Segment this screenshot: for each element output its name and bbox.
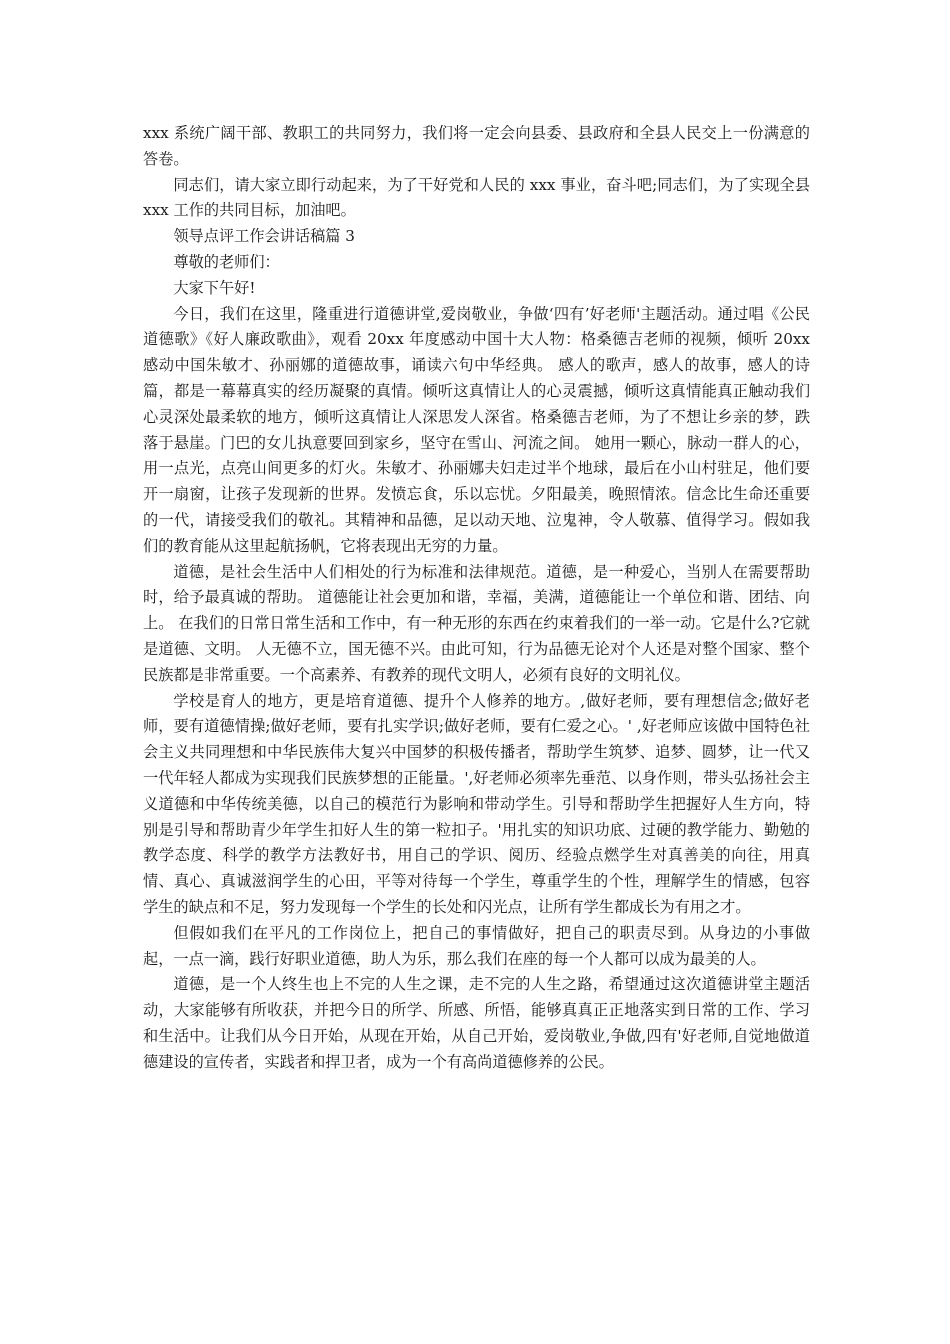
paragraph-2: 同志们，请大家立即行动起来，为了干好党和人民的 xxx 事业，奋斗吧;同志们，为了实现全县 xxx 工作的共同目标，加油吧。 (143, 175, 810, 220)
paragraph-8: 学校是育人的地方，更是培育道德、提升个人修养的地方。,做好老师，要有理想信念;做好老师，要有道德情操;做好老师，要有扎实学识;做好老师，要有仁爱之心。' ,好老师应该做中国特色社会主义共同理想和中华民族伟大复兴中国梦的积极传播者，帮助学生筑梦、追梦、圆梦，让一代又一代年轻人都成为实现我们民族梦想的正能量。',好老师必须率先垂范、以身作则，带头弘扬社会主义道德和中华传统美德，以自己的模范行为影响和带动学生。引导和帮助学生把握好人生方向，特别是引导和帮助青少年学生扣好人生的第一粒扣子。'用扎实的知识功底、过硬的教学能力、勤勉的教学态度、科学的教学方法教好书，用自己的学识、阅历、经验点燃学生对真善美的向往，用真情、真心、真诚滋润学生的心田，平等对待每一个学生，尊重学生的个性，理解学生的情感，包容学生的缺点和不足，努力发现每一个学生的长处和闪光点，让所有学生都成长为有用之才。 (143, 691, 810, 916)
salutation: 尊敬的老师们： (173, 252, 280, 271)
section-heading: 领导点评工作会讲话稿篇 3 (173, 227, 355, 246)
paragraph-6: 今日，我们在这里，隆重进行道德讲堂,爱岗敬业，争做‘四有’好老师'主题活动。通过唱《公民道德歌》《好人廉政歌曲》，观看 20xx 年度感动中国十大人物：格桑德吉老师的视频，倾听 20xx 感动中国朱敏才、孙丽娜的道德故事，诵读六句中华经典。 感人的歌声，感人的故事，感人的诗篇，都是一幕幕真实的经历凝聚的真情。倾听这真情让人的心灵震撼，倾听这真情能真正触动我们心灵深处最柔软的地方，倾听这真情让人深思发人深省。格桑德吉老师，为了不想让乡亲的梦，跌落于悬崖。门巴的女儿执意要回到家乡，坚守在雪山、河流之间。 她用一颗心，脉动一群人的心，用一点光，点亮山间更多的灯火。朱敏才、孙丽娜夫妇走过半个地球，最后在小山村驻足，他们要开一扇窗，让孩子发现新的世界。发愤忘食，乐以忘忧。夕阳最美，晚照情浓。信念比生命还重要的一代，请接受我们的敬礼。其精神和品德，足以动天地、泣鬼神，令人敬慕、值得学习。假如我们的教育能从这里起航扬帆，它将表现出无穷的力量。 (143, 304, 810, 555)
paragraph-1: xxx 系统广阔干部、教职工的共同努力，我们将一定会向县委、县政府和全县人民交上一份满意的答卷。 (143, 124, 810, 168)
document-body (143, 121, 810, 1075)
paragraph-10: 道德，是一个人终生也上不完的人生之课，走不完的人生之路，希望通过这次道德讲堂主题活动，大家能够有所收获，并把今日的所学、所感、所悟，能够真真正正地落实到日常的工作、学习和生活中。让我们从今日开始，从现在开始，从自己开始，爱岗敬业,争做,四有'好老师,自觉地做道德建设的宣传者，实践者和捍卫者，成为一个有高尚道德修养的公民。 (143, 975, 810, 1071)
greeting: 大家下午好! (173, 278, 256, 297)
paragraph-9: 但假如我们在平凡的工作岗位上，把自己的事情做好，把自己的职责尽到。从身边的小事做起，一点一滴，践行好职业道德，助人为乐，那么我们在座的每一个人都可以成为最美的人。 (143, 923, 810, 968)
paragraph-7: 道德，是社会生活中人们相处的行为标准和法律规范。道德，是一种爱心，当别人在需要帮助时，给予最真诚的帮助。 道德能让社会更加和谐，幸福，美满，道德能让一个单位和谐、团结、向上。 在我们的日常日常生活和工作中，有一种无形的东西在约束着我们的一举一动。它是什么?它就是道德、文明。 人无德不立，国无德不兴。由此可知，行为品德无论对个人还是对整个国家、整个民族都是非常重要。一个高素养、有教养的现代文明人，必须有良好的文明礼仪。 (143, 562, 810, 684)
